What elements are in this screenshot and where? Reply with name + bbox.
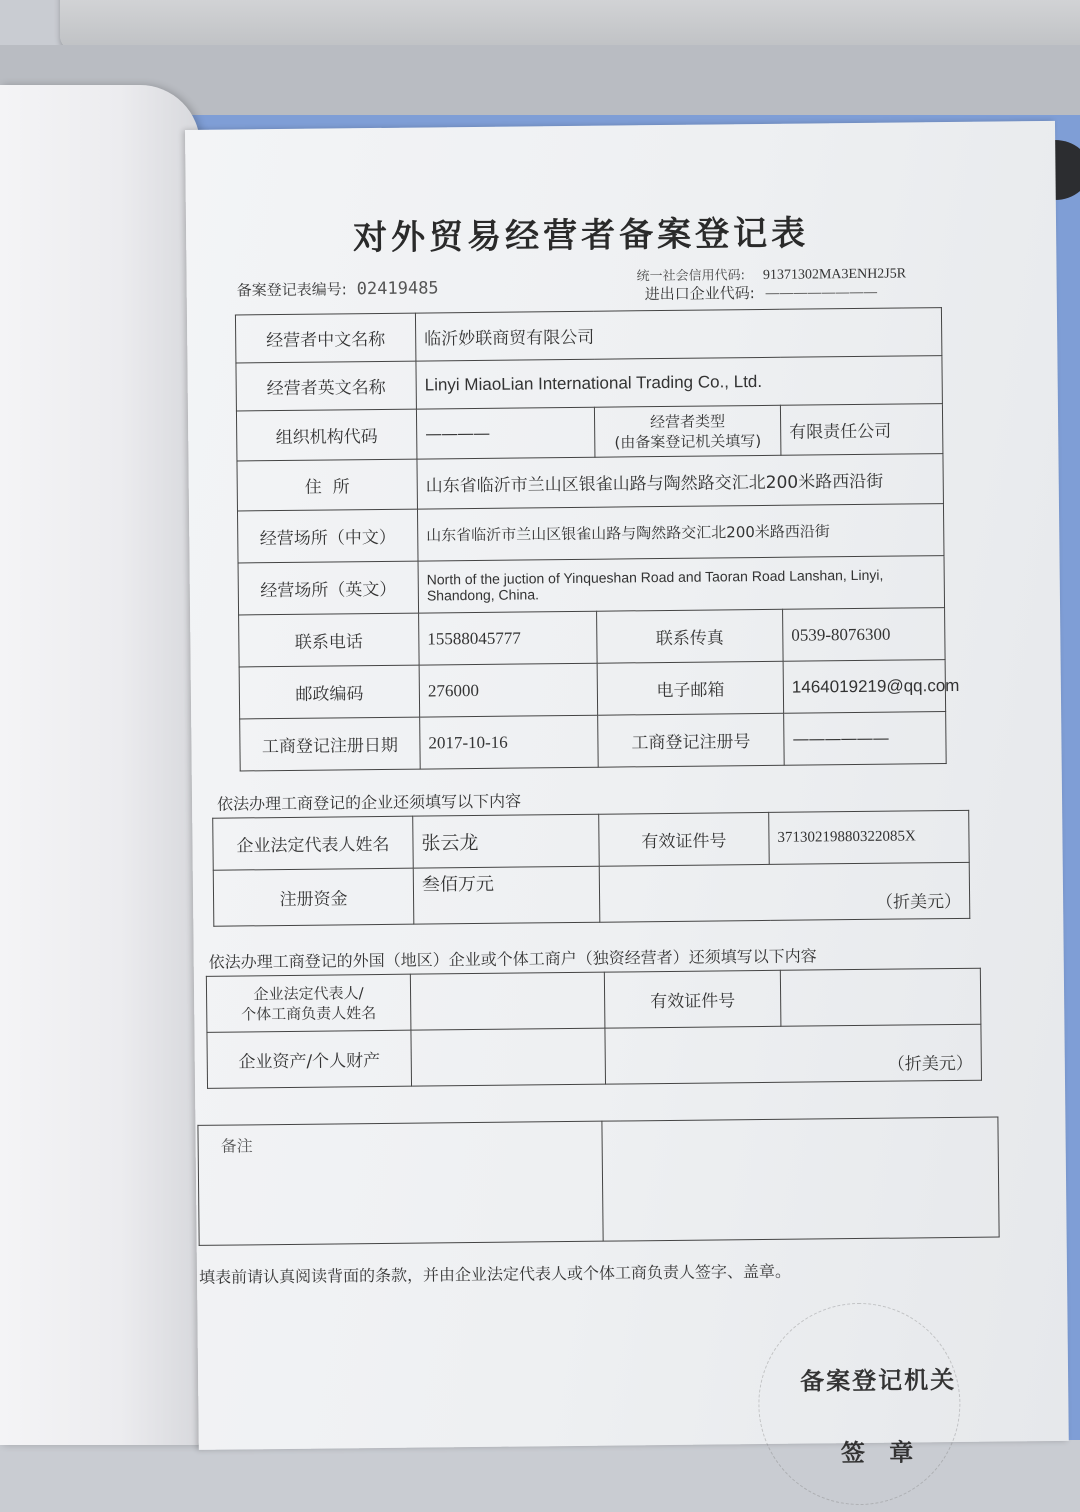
premises-cn-label: 经营场所（中文）	[237, 509, 418, 563]
stamp-line2: 签 章	[840, 1438, 922, 1468]
table-row	[240, 712, 947, 771]
foreign-id-label: 有效证件号	[604, 970, 781, 1028]
premises-en-label: 经营场所（英文）	[238, 561, 419, 615]
stamp-line1: 备案登记机关	[799, 1365, 957, 1396]
residence-label: 住 所	[237, 459, 418, 511]
email-label: 电子邮箱	[597, 661, 784, 715]
assets-value	[411, 1028, 606, 1086]
table-row	[239, 660, 946, 719]
premises-en-value: North of the juction of Yinqueshan Road and Taoran Road Lanshan, Linyi, Shandong, China.	[418, 556, 945, 614]
stamp-circle	[757, 1302, 961, 1506]
registration-form-page	[185, 121, 1069, 1468]
postal-value: 276000	[419, 663, 598, 717]
table-row	[235, 308, 941, 363]
fax-value: 0539-8076300	[783, 608, 946, 662]
table-row	[238, 556, 945, 615]
table-row	[213, 810, 970, 870]
table-row	[198, 1117, 999, 1245]
cn-name-label: 经营者中文名称	[235, 313, 415, 363]
assets-label: 企业资产/个人财产	[207, 1030, 412, 1088]
residence-value: 山东省临沂市兰山区银雀山路与陶然路交汇北200米路西沿街	[417, 454, 944, 510]
remarks-table	[197, 1117, 999, 1246]
reg-date-value: 2017-10-16	[420, 715, 599, 769]
cn-name-value: 临沂妙联商贸有限公司	[415, 308, 941, 362]
reg-no-value: ——————	[784, 712, 947, 766]
table-row	[239, 608, 946, 667]
en-name-value: Linyi MiaoLian International Trading Co., Ltd.	[416, 356, 942, 410]
credit-code: 统一社会信用代码: 91371302MA3ENH2J5R	[636, 266, 907, 285]
assets-unit: （折美元）	[605, 1024, 982, 1084]
reg-no-label: 工商登记注册号	[598, 713, 785, 767]
postal-label: 邮政编码	[239, 665, 420, 719]
foreign-rep-label: 企业法定代表人/ 个体工商负责人姓名	[206, 974, 411, 1032]
fax-label: 联系传真	[597, 609, 784, 663]
table-row	[206, 968, 981, 1032]
phone-value: 15588045777	[419, 611, 598, 665]
authority-stamp-area	[757, 1302, 999, 1505]
operator-type-label: 经营者类型 (由备案登记机关填写)	[594, 405, 781, 457]
form-title: 对外贸易经营者备案登记表	[352, 213, 810, 259]
phone-label: 联系电话	[239, 613, 420, 667]
capital-label: 注册资金	[213, 868, 414, 926]
operator-type-value: 有限责任公司	[780, 404, 943, 456]
org-code-value: ————	[416, 407, 595, 459]
section2-table	[206, 968, 982, 1089]
footer-note: 填表前请认真阅读背面的条款，并由企业法定代表人或个体工商负责人签字、盖章。	[198, 1261, 792, 1287]
id-value: 37130219880322085X	[769, 810, 970, 864]
en-name-label: 经营者英文名称	[236, 361, 416, 411]
table-row	[237, 504, 944, 563]
premises-cn-value: 山东省临沂市兰山区银雀山路与陶然路交汇北200米路西沿街	[417, 504, 944, 562]
import-export-code: 进出口企业代码: ————————	[644, 282, 877, 304]
section2-heading: 依法办理工商登记的外国（地区）企业或个体工商户（独资经营者）还须填写以下内容	[208, 946, 817, 972]
legal-rep-value: 张云龙	[413, 814, 600, 868]
legal-rep-label: 企业法定代表人姓名	[213, 816, 414, 870]
left-curled-pages	[0, 85, 200, 1445]
foreign-rep-value	[410, 972, 605, 1030]
registration-number: 备案登记表编号: 02419485	[236, 278, 439, 300]
org-code-label: 组织机构代码	[236, 409, 417, 461]
id-label: 有效证件号	[599, 812, 770, 866]
section1-table	[212, 810, 970, 927]
laptop-edge	[60, 0, 1080, 50]
remarks-value	[602, 1117, 999, 1241]
email-value: 1464019219@qq.com	[783, 660, 946, 714]
capital-unit: （折美元）	[599, 862, 970, 922]
table-row	[236, 404, 943, 461]
table-row	[213, 862, 970, 926]
section1-heading: 依法办理工商登记的企业还须填写以下内容	[216, 791, 522, 814]
foreign-id-value	[780, 968, 981, 1026]
table-row	[236, 356, 942, 411]
reg-date-label: 工商登记注册日期	[240, 717, 421, 771]
capital-value: 叁佰万元	[413, 866, 600, 924]
table-row	[207, 1024, 982, 1088]
main-info-table	[235, 307, 960, 771]
remarks-label: 备注	[198, 1121, 603, 1245]
table-row	[237, 454, 944, 511]
